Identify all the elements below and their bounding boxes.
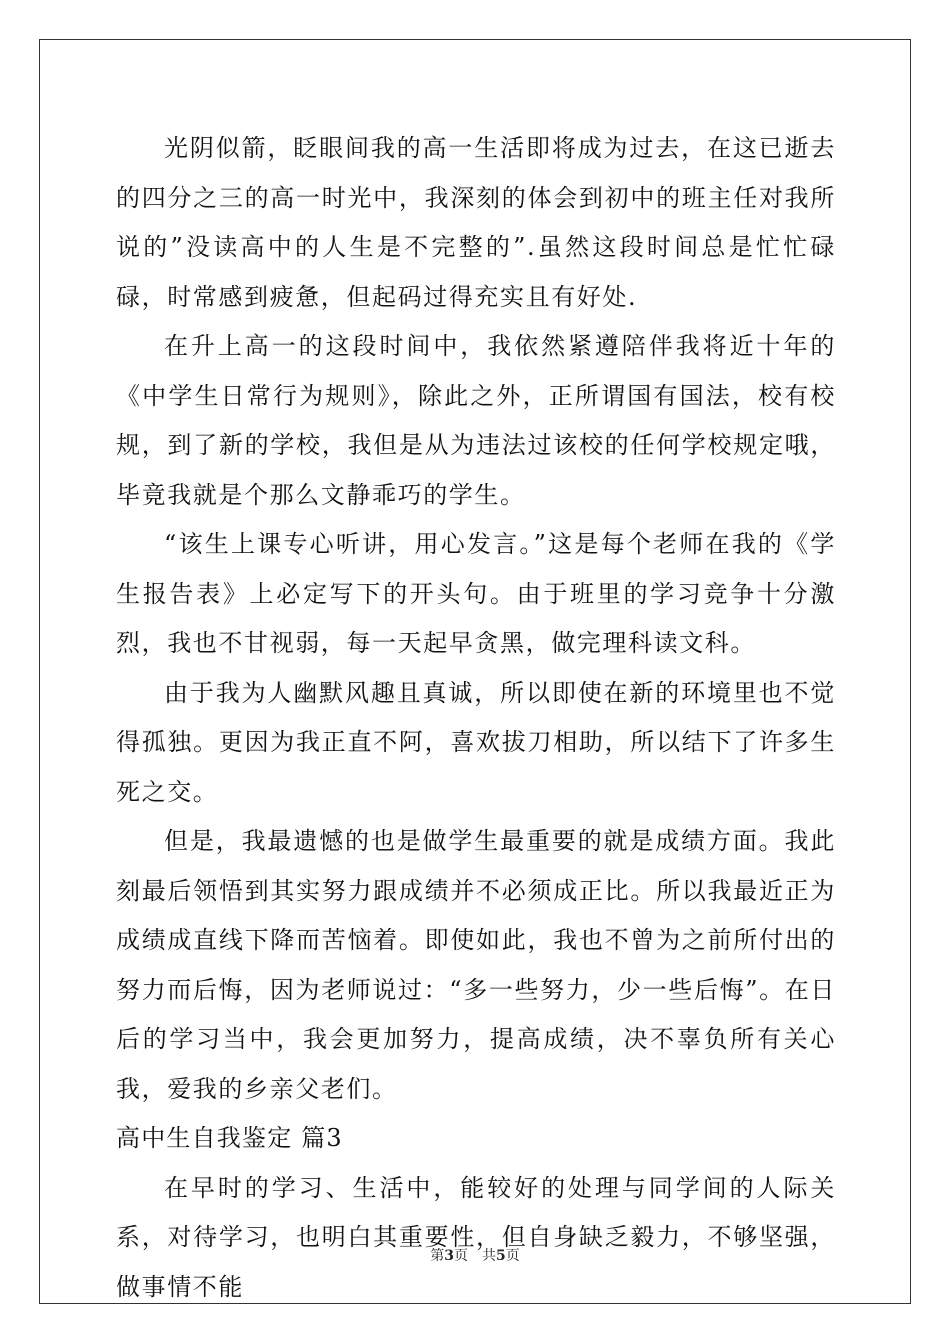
footer-total-suffix: 页 [505, 1248, 520, 1264]
footer-current-page: 3 [444, 1248, 454, 1264]
paragraph-3: “该生上课专心听讲，用心发言。”这是每个老师在我的《学生报告表》上必定写下的开头句。由于班里的学习竞争十分激烈，我也不甘视弱，每一天起早贪黑，做完理科读文科。 [116, 530, 836, 657]
footer-page-word: 页 [454, 1248, 468, 1264]
footer-prefix: 第 [430, 1248, 445, 1264]
document-body [116, 124, 836, 1312]
paragraph-4: 由于我为人幽默风趣且真诚，所以即使在新的环境里也不觉得孤独。更因为我正直不阿，喜欢拔刀相助，所以结下了许多生死之交。 [116, 678, 836, 806]
footer-total-prefix: 共 [482, 1248, 496, 1264]
section-heading: 高中生自我鉴定 篇3 [116, 1124, 343, 1152]
paragraph-5: 但是，我最遗憾的也是做学生最重要的就是成绩方面。我此刻最后领悟到其实努力跟成绩并不必须成正比。所以我最近正为成绩成直线下降而苦恼着。即使如此，我也不曾为之前所付出的努力而后悔，因为老师说过：“多一些努力，少一些后悔”。在日后的学习当中，我会更加努力，提高成绩，决不辜负所有关心我，爱我的乡亲父老们。 [116, 827, 836, 1103]
paragraph-2: 在升上高一的这段时间中，我依然紧遵陪伴我将近十年的《中学生日常行为规则》，除此之外，正所谓国有国法，校有校规，到了新的学校，我但是从为违法过该校的任何学校规定哦，毕竟我就是个那么文静乖巧的学生。 [116, 332, 836, 509]
paragraph-6: 在早时的学习、生活中，能较好的处理与同学间的人际关系，对待学习，也明白其重要性，但自身缺乏毅力，不够坚强，做事情不能 [116, 1173, 836, 1301]
paragraph-1: 光阴似箭，眨眼间我的高一生活即将成为过去，在这已逝去的四分之三的高一时光中，我深刻的体会到初中的班主任对我所说的”没读高中的人生是不完整的”.虽然这段时间总是忙忙碌碌，时常感到疲惫，但起码过得充实且有好处. [116, 134, 836, 311]
footer-total-pages: 5 [496, 1248, 506, 1264]
page-footer [0, 1246, 950, 1266]
